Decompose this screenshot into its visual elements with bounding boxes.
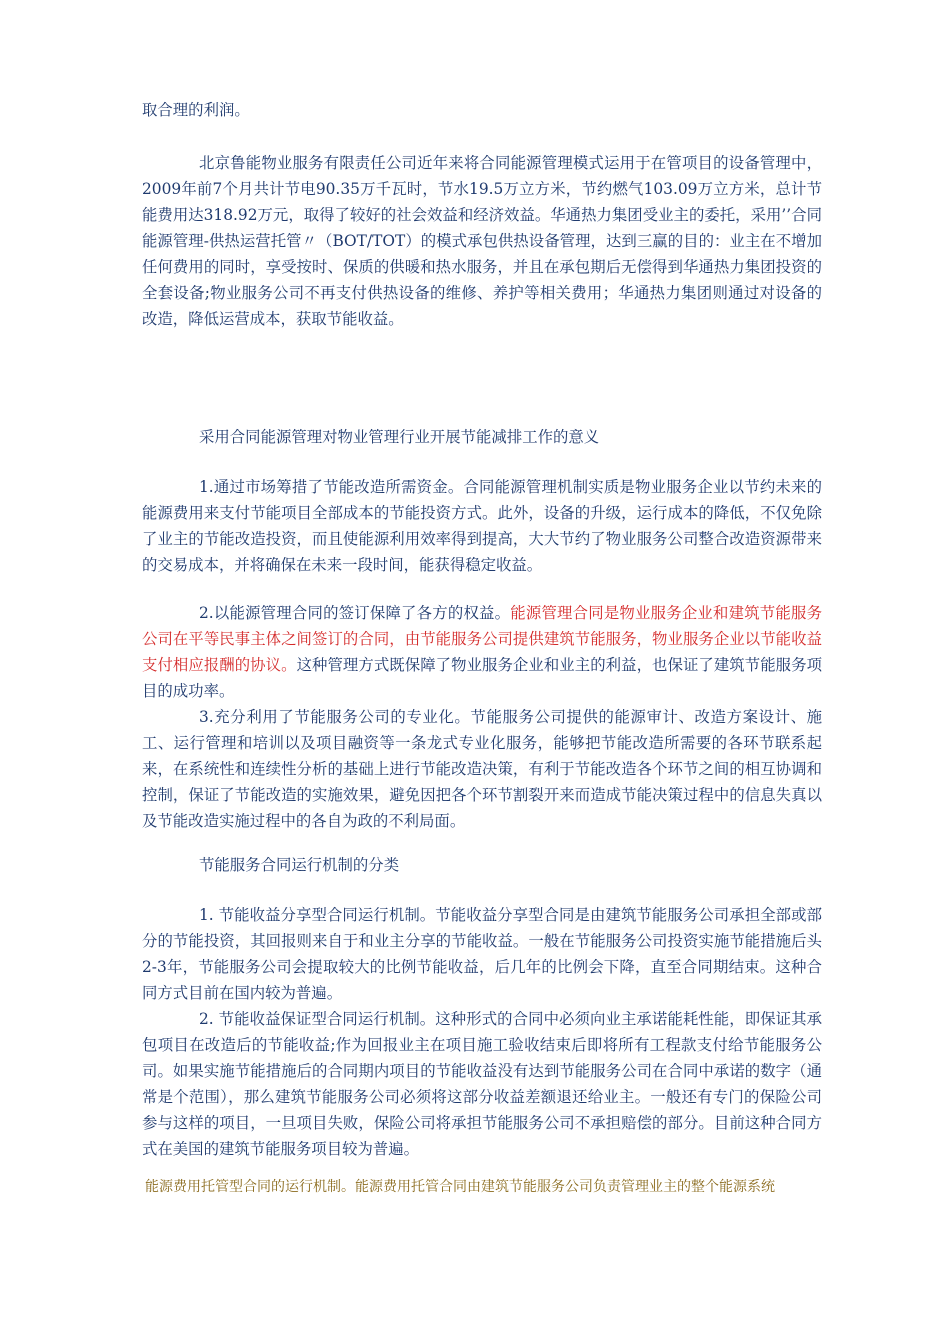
paragraph-continuation: 取合理的利润。 (142, 101, 250, 119)
classification-item-2: 2. 节能收益保证型合同运行机制。这种形式的合同中必须向业主承诺能耗性能，即保证其承包项目在改造后的节能收益;作为回报业主在项目施工验收结束后即将所有工程款支付给节能服务公司。如果实施节能措施后的合同期内项目的节能收益没有达到节能服务公司在合同中承诺的数字（通常是个范围），那么建筑节能服务公司必须将这部分收益差额退还给业主。一般还有专门的保险公司参与这样的项目，一旦项目失败，保险公司将承担节能服务公司不承担赔偿的部分。目前这种合同方式在美国的建筑节能服务项目较为普遍。 (142, 1010, 822, 1158)
item-2-lead: 2.以能源管理合同的签订保障了各方的权益。 (199, 604, 511, 622)
section-heading-classification: 节能服务合同运行机制的分类 (199, 856, 400, 874)
classification-item-1: 1. 节能收益分享型合同运行机制。节能收益分享型合同是由建筑节能服务公司承担全部或部分的节能投资，其回报则来自于和业主分享的节能收益。一般在节能服务公司投资实施节能措施后头2-3年，节能服务公司会提取较大的比例节能收益，后几年的比例会下降，直至合同期结束。这种合同方式目前在国内较为普遍。 (142, 906, 822, 1002)
classification-item-3: 能源费用托管型合同的运行机制。能源费用托管合同由建筑节能服务公司负责管理业主的整个能源系统 (145, 1179, 775, 1195)
section-heading-significance: 采用合同能源管理对物业管理行业开展节能减排工作的意义 (199, 428, 600, 446)
paragraph-case-study: 北京鲁能物业服务有限责任公司近年来将合同能源管理模式运用于在管项目的设备管理中，2009年前7个月共计节电90.35万千瓦时，节水19.5万立方米，节约燃气103.09万立方米，总计节能费用达318.92万元，取得了较好的社会效益和经济效益。华通热力集团受业主的委托，采用’’合同能源管理-供热运营托管〃（BOT/TOT）的模式承包供热设备管理，达到三赢的目的：业主在不增加任何费用的同时，享受按时、保质的供暖和热水服务，并且在承包期后无偿得到华通热力集团投资的全套设备;物业服务公司不再支付供热设备的维修、养护等相关费用；华通热力集团则通过对设备的改造，降低运营成本，获取节能收益。 (142, 154, 822, 328)
significance-item-3: 3.充分利用了节能服务公司的专业化。节能服务公司提供的能源审计、改造方案设计、施工、运行管理和培训以及项目融资等一条龙式专业化服务，能够把节能改造所需要的各环节联系起来，在系统性和连续性分析的基础上进行节能改造决策，有利于节能改造各个环节之间的相互协调和控制，保证了节能改造的实施效果，避免因把各个环节割裂开来而造成节能决策过程中的信息失真以及节能改造实施过程中的各自为政的不利局面。 (142, 708, 822, 830)
significance-item-2 (142, 600, 822, 704)
item-2-tail: 这种管理方式既保障了物业服务企业和业主的利益，也保证了建筑节能服务项目的成功率。 (142, 656, 822, 700)
item-2-highlight: 能源管理合同是物业服务企业和建筑节能服务公司在平等民事主体之间签订的合同，由节能服务公司提供建筑节能服务，物业服务企业以节能收益支付相应报酬的协议。 (142, 604, 822, 674)
significance-item-1: 1.通过市场筹措了节能改造所需资金。合同能源管理机制实质是物业服务企业以节约未来的能源费用来支付节能项目全部成本的节能投资方式。此外，设备的升级，运行成本的降低，不仅免除了业主的节能改造投资，而且使能源利用效率得到提高，大大节约了物业服务公司整合改造资源带来的交易成本，并将确保在未来一段时间，能获得稳定收益。 (142, 478, 822, 574)
